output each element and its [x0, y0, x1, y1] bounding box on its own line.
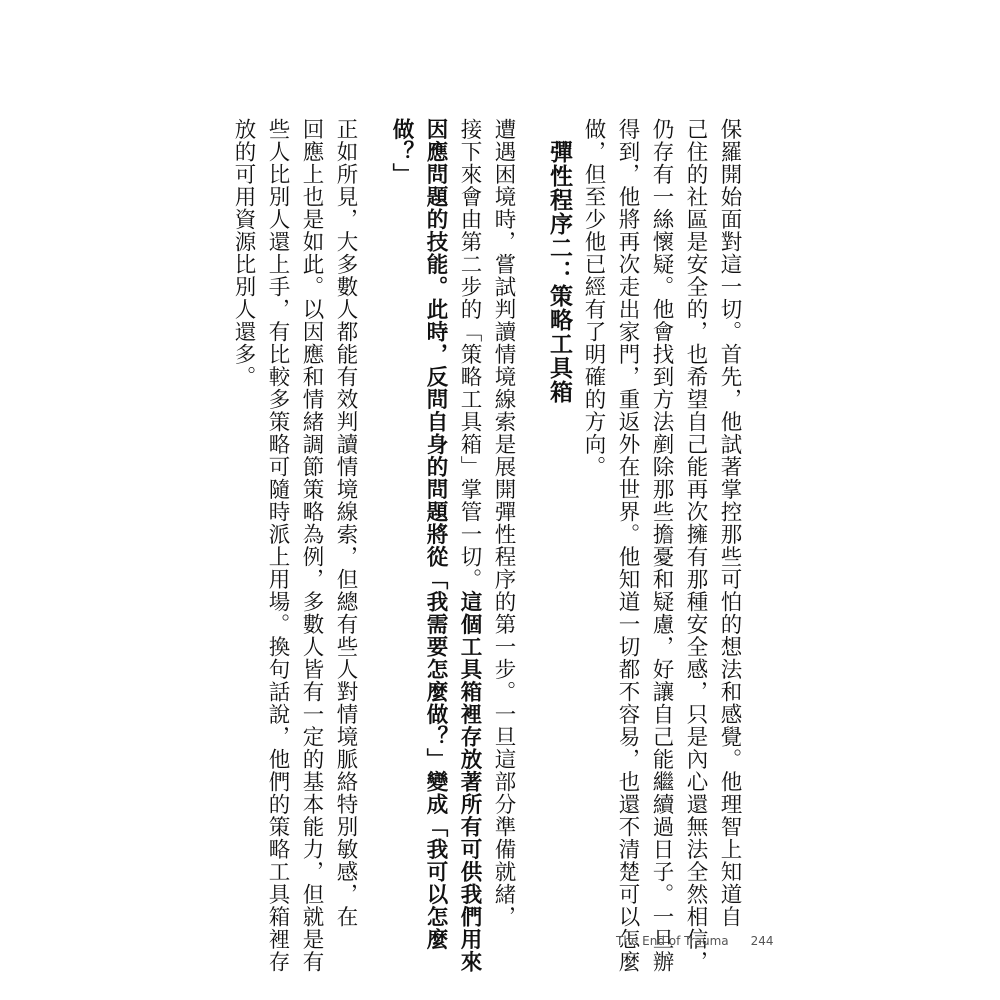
paragraph-2-line-1: 遭遇困境時，嘗試判讀情境線索是展開彈性程序的第一步。一旦這部分準備就緒，: [491, 118, 516, 928]
paragraph-1-line-5: 做，但至少他已經有了明確的方向。: [581, 118, 606, 478]
paragraph-2-line-3: 因應問題的技能。此時，反問自身的問題將從「我需要怎麼做？」變成「我可以怎麼: [423, 118, 448, 951]
paragraph-3-line-4: 放的可用資源比別人還多。: [231, 118, 256, 388]
paragraph-1-line-2: 己住的社區是安全的，也希望自己能再次擁有那種安全感，只是內心還無法全然相信，: [683, 118, 708, 973]
paragraph-1-line-4: 得到，他將再次走出家門，重返外在世界。他知道一切都不容易，也還不清楚可以怎麼: [615, 118, 640, 973]
paragraph-3-line-1: 正如所見，大多數人都能有效判讀情境線索，但總有些人對情境脈絡特別敏感，在: [333, 118, 358, 928]
page-footer: [616, 934, 774, 948]
paragraph-3-line-2: 回應上也是如此。以因應和情緒調節策略為例，多數人皆有一定的基本能力，但就是有: [299, 118, 324, 973]
section-heading: 彈性程序二：策略工具箱: [546, 140, 572, 404]
paragraph-2-line-2: [452, 118, 486, 973]
paragraph-2-line-2-plain: 接下來會由第二步的「策略工具箱」掌管一切。: [457, 118, 482, 591]
page-number: 244: [750, 934, 774, 948]
book-title: The End of Trauma: [616, 934, 729, 948]
paragraph-2-line-2-bold: 這個工具箱裡存放著所有可供我們用來: [457, 590, 482, 973]
paragraph-1-line-3: 仍存有一絲懷疑。他會找到方法剷除那些擔憂和疑慮，好讓自己能繼續過日子。一旦辦: [649, 118, 674, 973]
paragraph-1-line-1: 保羅開始面對這一切。首先，他試著掌控那些可怕的想法和感覺。他理智上知道自: [717, 118, 742, 928]
paragraph-3-line-3: 些人比別人還上手，有比較多策略可隨時派上用場。換句話說，他們的策略工具箱裡存: [265, 118, 290, 973]
paragraph-2-line-4: 做？」: [389, 118, 414, 186]
